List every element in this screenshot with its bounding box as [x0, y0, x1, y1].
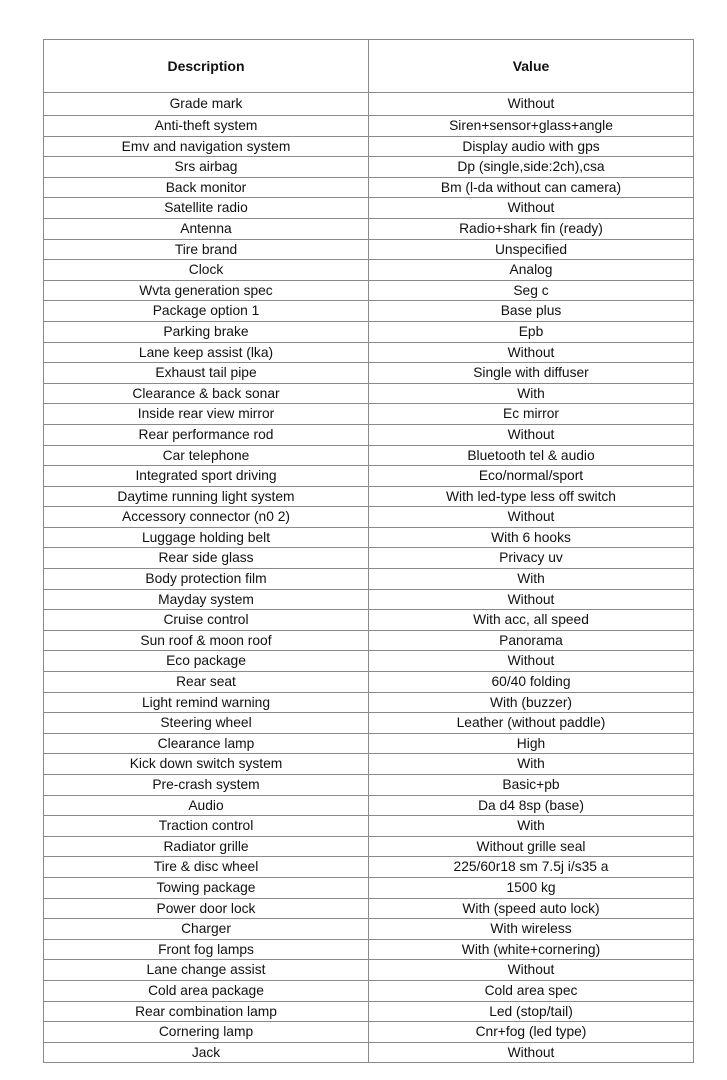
value-cell: High: [369, 733, 694, 754]
description-cell: Rear seat: [44, 672, 369, 693]
value-cell: Base plus: [369, 301, 694, 322]
value-cell: Without grille seal: [369, 836, 694, 857]
description-cell: Accessory connector (n0 2): [44, 507, 369, 528]
description-cell: Cold area package: [44, 980, 369, 1001]
description-cell: Exhaust tail pipe: [44, 363, 369, 384]
description-cell: Steering wheel: [44, 713, 369, 734]
description-cell: Daytime running light system: [44, 486, 369, 507]
value-cell: With 6 hooks: [369, 527, 694, 548]
description-cell: Antenna: [44, 218, 369, 239]
value-cell: 60/40 folding: [369, 672, 694, 693]
table-row: [44, 93, 694, 116]
spec-table: [43, 39, 694, 1063]
value-cell: Without: [369, 93, 694, 116]
table-row: [44, 363, 694, 384]
description-cell: Parking brake: [44, 321, 369, 342]
table-row: [44, 466, 694, 487]
value-cell: With: [369, 754, 694, 775]
table-row: [44, 836, 694, 857]
description-cell: Jack: [44, 1042, 369, 1063]
table-row: [44, 301, 694, 322]
value-cell: Privacy uv: [369, 548, 694, 569]
value-cell: With (speed auto lock): [369, 898, 694, 919]
value-cell: Bluetooth tel & audio: [369, 445, 694, 466]
table-row: [44, 1001, 694, 1022]
description-cell: Lane change assist: [44, 960, 369, 981]
description-cell: Clearance & back sonar: [44, 383, 369, 404]
table-row: [44, 424, 694, 445]
value-cell: With (white+cornering): [369, 939, 694, 960]
description-cell: Car telephone: [44, 445, 369, 466]
description-cell: Body protection film: [44, 569, 369, 590]
value-cell: Without: [369, 651, 694, 672]
table-row: [44, 651, 694, 672]
table-row: [44, 218, 694, 239]
value-cell: Eco/normal/sport: [369, 466, 694, 487]
table-row: [44, 136, 694, 157]
table-row: [44, 630, 694, 651]
description-cell: Grade mark: [44, 93, 369, 116]
value-cell: Display audio with gps: [369, 136, 694, 157]
value-cell: 225/60r18 sm 7.5j i/s35 a: [369, 857, 694, 878]
description-cell: Srs airbag: [44, 157, 369, 178]
value-cell: Bm (l-da without can camera): [369, 177, 694, 198]
description-cell: Rear side glass: [44, 548, 369, 569]
description-cell: Traction control: [44, 816, 369, 837]
value-cell: Without: [369, 424, 694, 445]
description-cell: Towing package: [44, 877, 369, 898]
description-cell: Back monitor: [44, 177, 369, 198]
description-cell: Luggage holding belt: [44, 527, 369, 548]
table-row: [44, 754, 694, 775]
description-cell: Eco package: [44, 651, 369, 672]
description-cell: Lane keep assist (lka): [44, 342, 369, 363]
value-cell: Without: [369, 342, 694, 363]
value-cell: Radio+shark fin (ready): [369, 218, 694, 239]
value-cell: With: [369, 383, 694, 404]
description-cell: Front fog lamps: [44, 939, 369, 960]
value-cell: Without: [369, 507, 694, 528]
value-cell: Siren+sensor+glass+angle: [369, 116, 694, 137]
table-row: [44, 795, 694, 816]
table-row: [44, 672, 694, 693]
description-cell: Audio: [44, 795, 369, 816]
value-cell: With acc, all speed: [369, 610, 694, 631]
table-row: [44, 919, 694, 940]
description-cell: Inside rear view mirror: [44, 404, 369, 425]
value-cell: Basic+pb: [369, 775, 694, 796]
table-row: [44, 610, 694, 631]
table-row: [44, 280, 694, 301]
value-cell: Unspecified: [369, 239, 694, 260]
value-cell: Without: [369, 589, 694, 610]
value-cell: Single with diffuser: [369, 363, 694, 384]
table-row: [44, 527, 694, 548]
value-cell: With: [369, 816, 694, 837]
table-row: [44, 857, 694, 878]
table-row: [44, 980, 694, 1001]
table-row: [44, 157, 694, 178]
value-cell: Da d4 8sp (base): [369, 795, 694, 816]
table-row: [44, 589, 694, 610]
description-cell: Emv and navigation system: [44, 136, 369, 157]
table-row: [44, 569, 694, 590]
table-row: [44, 877, 694, 898]
description-cell: Cruise control: [44, 610, 369, 631]
description-cell: Light remind warning: [44, 692, 369, 713]
table-row: [44, 260, 694, 281]
description-cell: Pre-crash system: [44, 775, 369, 796]
value-header: Value: [369, 40, 694, 93]
value-cell: Cnr+fog (led type): [369, 1022, 694, 1043]
description-cell: Sun roof & moon roof: [44, 630, 369, 651]
description-cell: Tire brand: [44, 239, 369, 260]
table-row: [44, 486, 694, 507]
table-row: [44, 713, 694, 734]
spec-sheet: [43, 39, 693, 1063]
table-row: [44, 177, 694, 198]
description-cell: Wvta generation spec: [44, 280, 369, 301]
table-row: [44, 383, 694, 404]
table-row: [44, 692, 694, 713]
table-row: [44, 548, 694, 569]
description-cell: Rear performance rod: [44, 424, 369, 445]
table-body: [44, 93, 694, 1063]
description-cell: Anti-theft system: [44, 116, 369, 137]
table-row: [44, 116, 694, 137]
table-row: [44, 939, 694, 960]
table-row: [44, 198, 694, 219]
table-row: [44, 898, 694, 919]
table-row: [44, 342, 694, 363]
description-cell: Power door lock: [44, 898, 369, 919]
table-row: [44, 816, 694, 837]
table-row: [44, 960, 694, 981]
description-cell: Clearance lamp: [44, 733, 369, 754]
description-header: Description: [44, 40, 369, 93]
table-row: [44, 1042, 694, 1063]
value-cell: Analog: [369, 260, 694, 281]
description-cell: Package option 1: [44, 301, 369, 322]
table-row: [44, 733, 694, 754]
value-cell: Epb: [369, 321, 694, 342]
description-cell: Integrated sport driving: [44, 466, 369, 487]
value-cell: Led (stop/tail): [369, 1001, 694, 1022]
value-cell: With (buzzer): [369, 692, 694, 713]
value-cell: Dp (single,side:2ch),csa: [369, 157, 694, 178]
value-cell: Ec mirror: [369, 404, 694, 425]
value-cell: Leather (without paddle): [369, 713, 694, 734]
table-row: [44, 321, 694, 342]
table-row: [44, 404, 694, 425]
description-cell: Rear combination lamp: [44, 1001, 369, 1022]
table-row: [44, 507, 694, 528]
value-cell: Without: [369, 1042, 694, 1063]
value-cell: Cold area spec: [369, 980, 694, 1001]
value-cell: With: [369, 569, 694, 590]
table-row: [44, 445, 694, 466]
value-cell: With wireless: [369, 919, 694, 940]
value-cell: Without: [369, 198, 694, 219]
table-row: [44, 775, 694, 796]
value-cell: Seg c: [369, 280, 694, 301]
table-row: [44, 1022, 694, 1043]
table-row: [44, 239, 694, 260]
value-cell: With led-type less off switch: [369, 486, 694, 507]
description-cell: Mayday system: [44, 589, 369, 610]
description-cell: Radiator grille: [44, 836, 369, 857]
description-cell: Kick down switch system: [44, 754, 369, 775]
description-cell: Charger: [44, 919, 369, 940]
value-cell: 1500 kg: [369, 877, 694, 898]
description-cell: Satellite radio: [44, 198, 369, 219]
description-cell: Cornering lamp: [44, 1022, 369, 1043]
description-cell: Clock: [44, 260, 369, 281]
value-cell: Without: [369, 960, 694, 981]
value-cell: Panorama: [369, 630, 694, 651]
header-row: [44, 40, 694, 93]
description-cell: Tire & disc wheel: [44, 857, 369, 878]
